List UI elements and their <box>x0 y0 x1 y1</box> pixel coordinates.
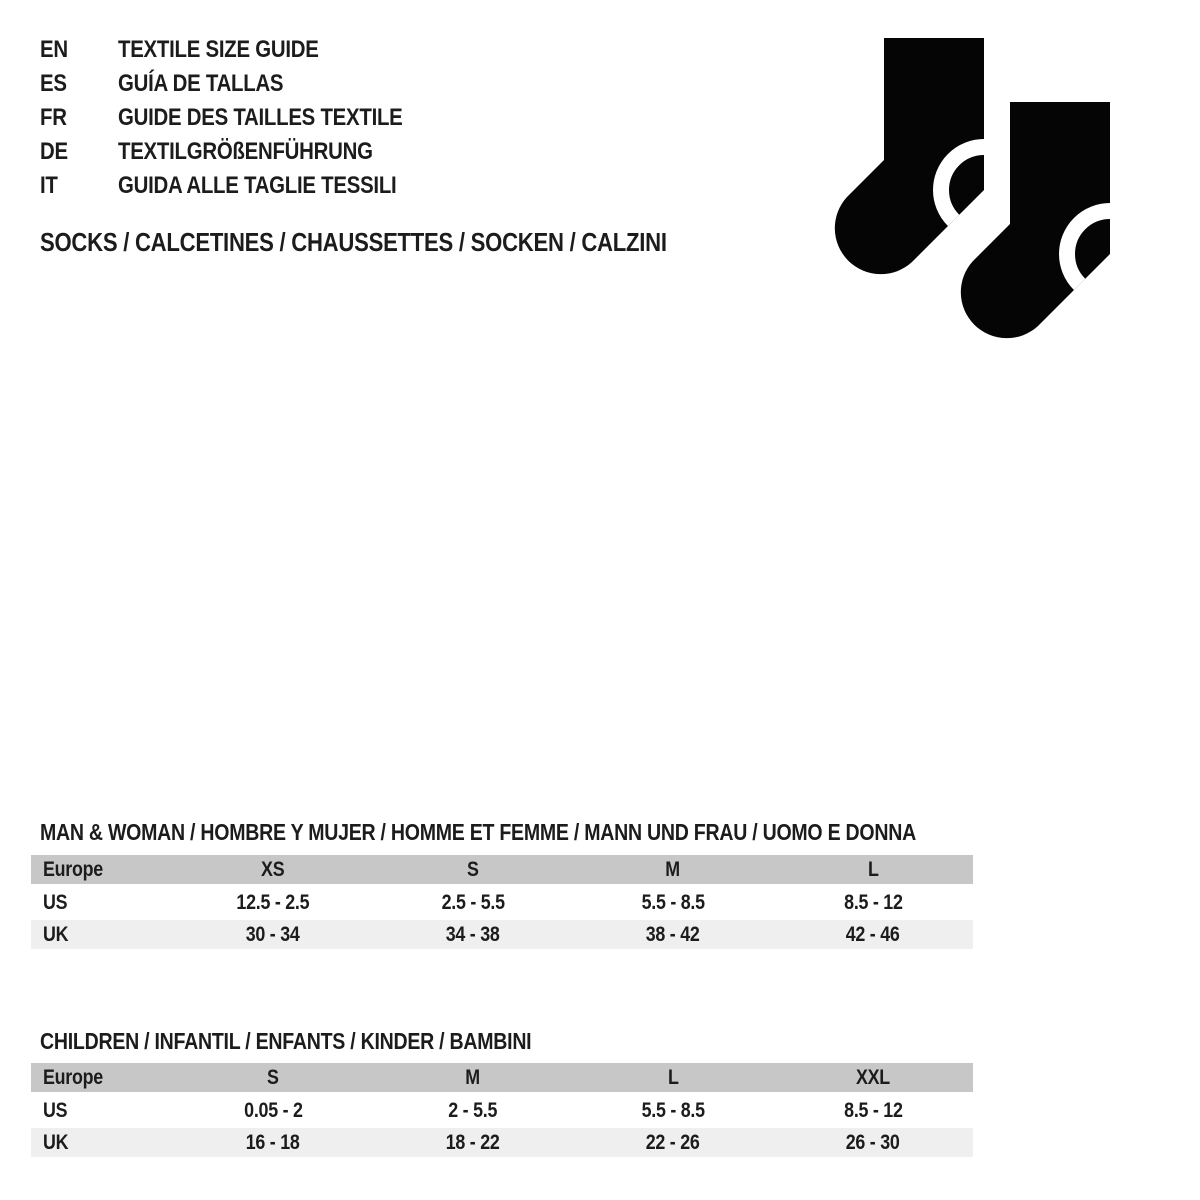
column-header-cell: M <box>573 855 773 886</box>
size-value-cell: 8.5 - 12 <box>843 890 903 914</box>
region-label-cell: UK <box>31 919 173 949</box>
product-category-line <box>40 227 777 257</box>
table-row-us <box>31 886 973 920</box>
language-code: ES <box>40 70 67 97</box>
socks-icon <box>818 32 1112 344</box>
language-code: IT <box>40 172 58 199</box>
language-row-it <box>40 169 453 203</box>
language-code: EN <box>40 36 68 63</box>
column-header-cell: Europe <box>31 1063 173 1094</box>
language-title: TEXTILE SIZE GUIDE <box>118 36 319 63</box>
column-header-cell: L <box>773 855 973 886</box>
language-code: DE <box>40 138 68 165</box>
size-value-cell: 16 - 18 <box>173 1127 373 1157</box>
size-value-cell: 0.05 - 2 <box>243 1098 303 1122</box>
column-header-cell: S <box>373 855 573 886</box>
region-label-cell: US <box>43 890 68 914</box>
size-value-cell: 12.5 - 2.5 <box>236 890 310 914</box>
region-label-cell: UK <box>31 1127 173 1157</box>
size-value-cell: 38 - 42 <box>573 919 773 949</box>
language-title: GUÍA DE TALLAS <box>118 70 284 97</box>
column-header-cell: L <box>573 1063 773 1094</box>
column-header-cell: Europe <box>31 855 173 886</box>
size-value-cell: 30 - 34 <box>173 919 373 949</box>
language-row-fr <box>40 101 453 135</box>
column-header-cell: S <box>173 1063 373 1094</box>
language-code: FR <box>40 104 67 131</box>
language-title-list <box>40 33 453 203</box>
table-row-us <box>31 1094 973 1128</box>
size-value-cell: 34 - 38 <box>373 919 573 949</box>
table-title-man-woman: MAN & WOMAN / HOMBRE Y MUJER / HOMME ET FEMME / MANN UND FRAU / UOMO E DONNA <box>40 819 916 845</box>
table-header-row <box>31 855 973 886</box>
column-header-cell: M <box>373 1063 573 1094</box>
language-row-de <box>40 135 453 169</box>
table-header-row <box>31 1063 973 1094</box>
size-value-cell: 2.5 - 5.5 <box>441 890 505 914</box>
size-value-cell: 26 - 30 <box>773 1127 973 1157</box>
size-value-cell: 8.5 - 12 <box>843 1098 903 1122</box>
table-title-children: CHILDREN / INFANTIL / ENFANTS / KINDER / BAMBINI <box>40 1028 532 1054</box>
language-title: TEXTILGRÖßENFÜHRUNG <box>118 138 373 165</box>
product-category-text: SOCKS / CALCETINES / CHAUSSETTES / SOCKEN / CALZINI <box>40 227 667 257</box>
size-value-cell: 18 - 22 <box>373 1127 573 1157</box>
language-title: GUIDE DES TAILLES TEXTILE <box>118 104 403 131</box>
size-value-cell: 5.5 - 8.5 <box>641 1098 705 1122</box>
size-table-children <box>31 1063 973 1157</box>
column-header-cell: XXL <box>773 1063 973 1094</box>
table-row-uk <box>31 919 973 949</box>
region-label-cell: US <box>43 1098 68 1122</box>
size-value-cell: 2 - 5.5 <box>448 1098 498 1122</box>
size-value-cell: 42 - 46 <box>773 919 973 949</box>
column-header-cell: XS <box>173 855 373 886</box>
table-row-uk <box>31 1127 973 1157</box>
language-row-es <box>40 67 453 101</box>
language-title: GUIDA ALLE TAGLIE TESSILI <box>118 172 397 199</box>
size-value-cell: 5.5 - 8.5 <box>641 890 705 914</box>
size-value-cell: 22 - 26 <box>573 1127 773 1157</box>
language-row-en <box>40 33 453 67</box>
size-table-man-woman <box>31 855 973 949</box>
